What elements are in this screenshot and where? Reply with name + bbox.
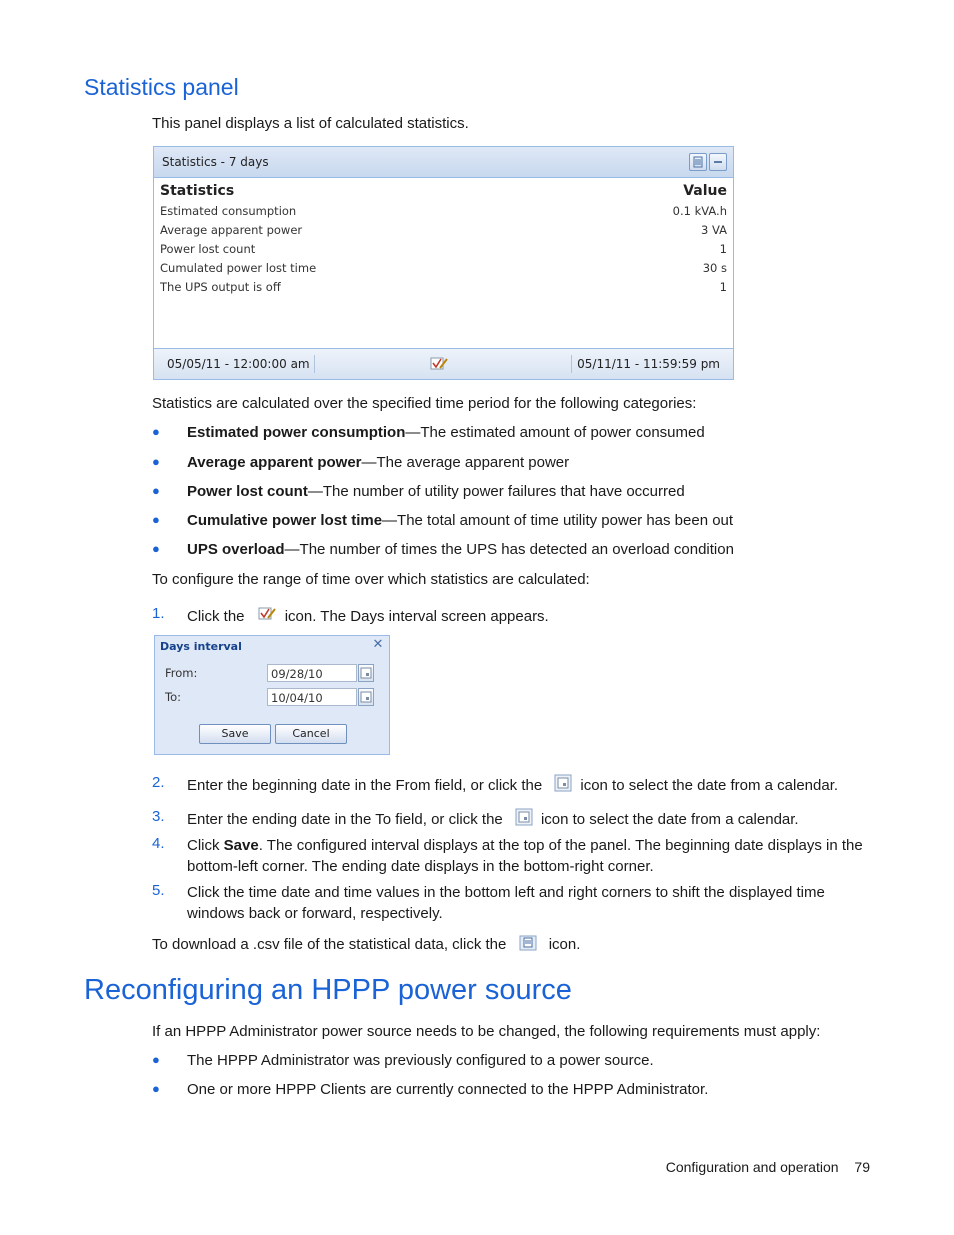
dialog-title: Days interval — [160, 640, 242, 653]
step-text-post: icon to select the date from a calendar. — [540, 810, 799, 828]
section2-intro: If an HPPP Administrator power source needs to be changed, the following requirements must apply: — [152, 1023, 821, 1040]
stat-label: Power lost count — [160, 242, 256, 256]
stat-label: Estimated consumption — [160, 204, 297, 218]
stat-value: 30 s — [702, 261, 727, 275]
days-interval-dialog — [154, 635, 390, 755]
stat-row — [160, 242, 727, 260]
statistics-panel — [153, 146, 734, 380]
stat-value: 0.1 kVA.h — [672, 204, 727, 218]
from-label: From: — [165, 666, 198, 680]
intro-text: This panel displays a list of calculated statistics. — [152, 115, 469, 132]
category-desc: —The estimated amount of power consumed — [405, 424, 705, 441]
footer-divider — [571, 355, 572, 373]
step-number: 2. — [152, 774, 165, 791]
start-date[interactable]: 05/05/11 - 12:00:00 am — [167, 357, 310, 371]
bullet-icon: ● — [152, 1052, 160, 1067]
section2-title: Reconfiguring an HPPP power source — [84, 974, 572, 1006]
step-text-post: icon to select the date from a calendar. — [580, 776, 839, 794]
footer-divider — [314, 355, 315, 373]
save-csv-icon — [519, 935, 537, 955]
page-footer — [666, 1159, 870, 1175]
panel-title: Statistics - 7 days — [162, 155, 269, 169]
value-column-header: Value — [683, 183, 727, 199]
step-text-post: icon. The Days interval screen appears. — [284, 607, 549, 625]
category-term: Power lost count — [187, 483, 308, 500]
calc-intro: Statistics are calculated over the specified time period for the following categories: — [152, 395, 697, 412]
configure-intro: To configure the range of time over which statistics are calculated: — [152, 571, 590, 588]
bullet-icon: ● — [152, 1081, 160, 1096]
step-number: 5. — [152, 882, 165, 899]
category-term: Cumulative power lost time — [187, 512, 383, 529]
bullet-icon: ● — [152, 424, 160, 439]
download-text — [152, 935, 580, 955]
to-field[interactable]: 10/04/10 — [267, 688, 357, 706]
calendar-icon — [515, 808, 533, 832]
page-number: 79 — [854, 1159, 870, 1175]
edit-interval-icon — [257, 605, 277, 629]
step-text-pre: Click the — [187, 607, 245, 625]
download-text-pre: To download a .csv file of the statistical data, click the — [152, 935, 507, 953]
stat-label: Average apparent power — [160, 223, 303, 237]
stat-label: Cumulated power lost time — [160, 261, 317, 275]
bullet-icon: ● — [152, 541, 160, 556]
footer-text: Configuration and operation — [665, 1159, 839, 1175]
close-icon[interactable]: ✕ — [372, 637, 384, 652]
category-desc: —The number of utility power failures that have occurred — [307, 483, 685, 500]
bullet-icon: ● — [152, 512, 160, 527]
step-text-post: . The configured interval displays at the top of the panel. The beginning date displays in the bottom-left corner. The ending date displays in the bottom-right corner. — [187, 837, 863, 875]
stat-row — [160, 261, 727, 279]
bullet-icon: ● — [152, 483, 160, 498]
panel-footer — [154, 348, 733, 379]
calendar-icon[interactable] — [358, 664, 374, 682]
calendar-icon — [554, 774, 572, 798]
download-text-post: icon. — [548, 935, 581, 953]
step-bold: Save — [223, 837, 259, 854]
bullet-icon: ● — [152, 454, 160, 469]
from-field[interactable]: 09/28/10 — [267, 664, 357, 682]
step-number: 3. — [152, 808, 165, 825]
minimize-icon[interactable] — [709, 153, 727, 171]
stat-row — [160, 280, 727, 298]
stat-row — [160, 204, 727, 222]
stat-value: 1 — [719, 280, 727, 294]
end-date[interactable]: 05/11/11 - 11:59:59 pm — [577, 357, 720, 371]
cancel-button[interactable]: Cancel — [275, 724, 347, 744]
step-number: 1. — [152, 605, 165, 622]
category-desc: —The number of times the UPS has detected an overload condition — [284, 541, 734, 558]
step-number: 4. — [152, 835, 165, 852]
save-csv-icon[interactable] — [689, 153, 707, 171]
calendar-icon[interactable] — [358, 688, 374, 706]
section-title: Statistics panel — [84, 74, 239, 100]
category-desc: —The average apparent power — [361, 454, 570, 471]
edit-interval-icon[interactable] — [429, 355, 449, 376]
step-text-pre: Enter the ending date in the To field, or click the — [187, 810, 503, 828]
category-term: Average apparent power — [187, 454, 362, 471]
category-term: Estimated power consumption — [187, 424, 406, 441]
requirement-text: One or more HPPP Clients are currently connected to the HPPP Administrator. — [187, 1081, 709, 1098]
stat-value: 1 — [719, 242, 727, 256]
save-button[interactable]: Save — [199, 724, 271, 744]
to-label: To: — [165, 690, 181, 704]
stat-value: 3 VA — [701, 223, 727, 237]
stat-row — [160, 223, 727, 241]
category-desc: —The total amount of time utility power has been out — [382, 512, 734, 529]
statistics-column-header: Statistics — [160, 183, 235, 199]
step-text: Click the time date and time values in the bottom left and right corners to shift the displayed time windows back or forward, respectively. — [187, 884, 825, 922]
step-text-pre: Enter the beginning date in the From field, or click the — [187, 776, 543, 794]
step-text-pre: Click — [187, 837, 220, 854]
category-term: UPS overload — [187, 541, 285, 558]
stat-label: The UPS output is off — [160, 280, 281, 294]
panel-header — [154, 147, 733, 178]
requirement-text: The HPPP Administrator was previously configured to a power source. — [187, 1052, 654, 1069]
